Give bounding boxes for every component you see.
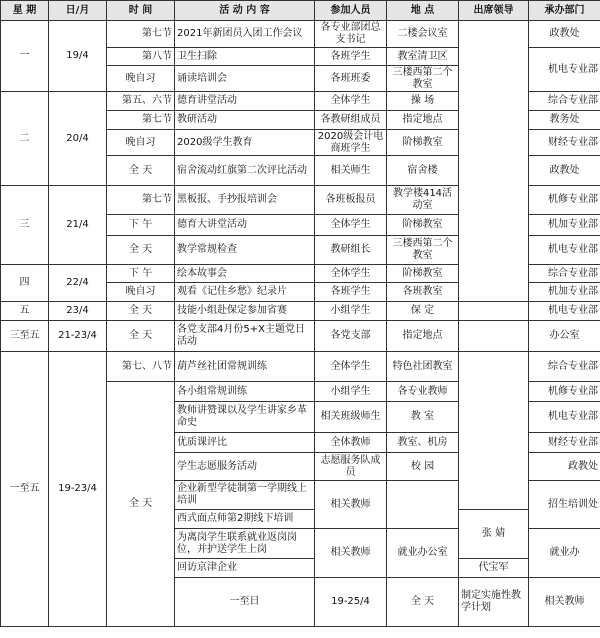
table-row xyxy=(1,352,600,382)
content-cell: 各小组常规训练 xyxy=(175,382,315,402)
location-cell: 各班教室 xyxy=(387,283,459,302)
content-cell: 德育讲堂活动 xyxy=(175,92,315,111)
content-cell: 卫生扫除 xyxy=(175,48,315,66)
day-cell: 四 xyxy=(1,265,49,302)
date-cell: 21-23/4 xyxy=(49,321,107,352)
leader-cell xyxy=(459,352,529,510)
dept-cell: 机修专业部 xyxy=(529,382,600,402)
participants-cell: 相关教师 xyxy=(315,481,387,529)
day-cell: 三 xyxy=(1,186,49,265)
time-cell: 全 天 xyxy=(387,578,459,627)
leader-cell xyxy=(459,302,529,321)
time-cell: 第五、六节 xyxy=(107,92,175,111)
day-cell: 一 xyxy=(1,21,49,92)
participants-cell: 全体教师 xyxy=(315,433,387,453)
content-cell: 2021年新团员入团工作会议 xyxy=(175,21,315,48)
location-cell: 教 室 xyxy=(387,402,459,433)
participants-cell: 2020级会计电商班学生 xyxy=(315,130,387,156)
location-cell: 宿舍楼 xyxy=(387,156,459,186)
location-cell: 教室、机房 xyxy=(387,433,459,453)
location-cell: 指定地点 xyxy=(387,321,459,352)
time-cell: 全 天 xyxy=(107,156,175,186)
location-cell: 各专业教师 xyxy=(387,382,459,402)
location-cell: 二楼会议室 xyxy=(387,21,459,48)
content-cell: 优质课评比 xyxy=(175,433,315,453)
participants-cell: 全体学生 xyxy=(315,265,387,283)
content-cell: 教研活动 xyxy=(175,111,315,130)
header-day: 星 期 xyxy=(1,1,49,21)
day-cell: 一至日 xyxy=(175,578,315,627)
dept-cell: 财经专业部 xyxy=(529,433,600,453)
time-cell: 晚自习 xyxy=(107,66,175,92)
content-cell: 葫芦丝社团常规训练 xyxy=(175,352,315,382)
dept-cell: 教务处 xyxy=(529,111,600,130)
header-leader: 出席领导 xyxy=(459,1,529,21)
header-date: 日/月 xyxy=(49,1,107,21)
table-row xyxy=(1,21,600,48)
participants-cell: 相关教师 xyxy=(315,529,387,578)
dept-cell: 机电专业部 xyxy=(529,236,600,265)
participants-cell: 全体学生 xyxy=(315,352,387,382)
content-cell: 为离岗学生联系就业返岗岗位，并护送学生上岗 xyxy=(175,529,315,559)
content-cell: 教师讲赞课以及学生讲家乡革命史 xyxy=(175,402,315,433)
header-participants: 参加人员 xyxy=(315,1,387,21)
participants-cell: 志愿服务队成员 xyxy=(315,453,387,481)
dept-cell: 机电专业部 xyxy=(529,48,600,92)
participants-cell: 相关师生 xyxy=(315,156,387,186)
header-time: 时 间 xyxy=(107,1,175,21)
content-cell: 黑板报、手抄报培训会 xyxy=(175,186,315,215)
participants-cell: 全体学生 xyxy=(315,92,387,111)
content-cell: 诵读培训会 xyxy=(175,66,315,92)
leader-cell: 张 婧 xyxy=(459,510,529,559)
dept-cell: 机修专业部 xyxy=(529,186,600,215)
date-cell: 19/4 xyxy=(49,21,107,92)
date-cell: 23/4 xyxy=(49,302,107,321)
time-cell: 第八节 xyxy=(107,48,175,66)
dept-cell: 综合专业部 xyxy=(529,265,600,283)
participants-cell: 全体学生 xyxy=(315,215,387,236)
content-cell: 2020级学生教育 xyxy=(175,130,315,156)
day-cell: 三至五 xyxy=(1,321,49,352)
participants-cell: 各班板报员 xyxy=(315,186,387,215)
content-cell: 学生志愿服务活动 xyxy=(175,453,315,481)
location-cell: 指定地点 xyxy=(387,111,459,130)
content-cell: 制定实施性教学计划 xyxy=(459,578,529,627)
leader-cell: 代宝军 xyxy=(459,559,529,578)
location-cell: 阶梯教室 xyxy=(387,215,459,236)
location-cell xyxy=(387,481,459,529)
dept-cell: 机加专业部 xyxy=(529,283,600,302)
header-content: 活 动 内 容 xyxy=(175,1,315,21)
participants-cell: 相关班级师生 xyxy=(315,402,387,433)
date-cell: 20/4 xyxy=(49,92,107,186)
participants-cell: 小组学生 xyxy=(315,382,387,402)
dept-cell: 政教处 xyxy=(529,156,600,186)
location-cell: 教室清卫区 xyxy=(387,48,459,66)
date-cell: 22/4 xyxy=(49,265,107,302)
participants-cell: 各班班委 xyxy=(315,66,387,92)
header-row xyxy=(1,1,600,21)
time-cell: 全 天 xyxy=(107,302,175,321)
time-cell: 晚自习 xyxy=(107,130,175,156)
location-cell: 特色社团教室 xyxy=(387,352,459,382)
location-cell: 三楼西第二个教室 xyxy=(387,66,459,92)
time-cell: 全 天 xyxy=(107,382,175,627)
content-cell: 各党支部4月份5+X主题党日活动 xyxy=(175,321,315,352)
content-cell: 教学常规检查 xyxy=(175,236,315,265)
leader-cell xyxy=(459,21,529,302)
content-cell: 企业新型学徒制第一学期线上培训 xyxy=(175,481,315,510)
dept-cell: 政教处 xyxy=(529,453,600,481)
participants-cell: 各党支部 xyxy=(315,321,387,352)
location-cell: 教学楼414活动室 xyxy=(387,186,459,215)
date-cell: 21/4 xyxy=(49,186,107,265)
content-cell: 德育大讲堂活动 xyxy=(175,215,315,236)
content-cell: 观看《记住乡愁》纪录片 xyxy=(175,283,315,302)
location-cell: 三楼西第二个教室 xyxy=(387,236,459,265)
time-cell: 下 午 xyxy=(107,215,175,236)
time-cell: 第七节 xyxy=(107,21,175,48)
content-cell: 回访京津企业 xyxy=(175,559,315,578)
table-row xyxy=(1,302,600,321)
day-cell: 五 xyxy=(1,302,49,321)
header-location: 地 点 xyxy=(387,1,459,21)
date-cell: 19-23/4 xyxy=(49,352,107,627)
dept-cell: 综合专业部 xyxy=(529,352,600,382)
participants-cell: 各班学生 xyxy=(315,48,387,66)
time-cell: 下 午 xyxy=(107,265,175,283)
location-cell: 就业办公室 xyxy=(387,529,459,578)
content-cell: 绘本故事会 xyxy=(175,265,315,283)
participants-cell: 各专业部团总支书记 xyxy=(315,21,387,48)
dept-cell: 机电专业部 xyxy=(529,402,600,433)
dept-cell: 政教处 xyxy=(529,21,600,48)
date-cell: 19-25/4 xyxy=(315,578,387,627)
participants-cell: 相关教师 xyxy=(529,578,600,627)
location-cell: 校 园 xyxy=(387,453,459,481)
leader-cell xyxy=(459,321,529,352)
dept-cell: 办公室 xyxy=(529,321,600,352)
location-cell: 阶梯教室 xyxy=(387,130,459,156)
time-cell: 第七节 xyxy=(107,186,175,215)
time-cell: 第七节 xyxy=(107,111,175,130)
dept-cell: 机加专业部 xyxy=(529,215,600,236)
participants-cell: 各班学生 xyxy=(315,283,387,302)
location-cell: 操 场 xyxy=(387,92,459,111)
participants-cell: 教研组长 xyxy=(315,236,387,265)
location-cell: 保 定 xyxy=(387,302,459,321)
time-cell: 全 天 xyxy=(107,236,175,265)
table-row xyxy=(1,321,600,352)
dept-cell: 招生培训处 xyxy=(529,481,600,529)
participants-cell: 各教研组成员 xyxy=(315,111,387,130)
time-cell: 晚自习 xyxy=(107,283,175,302)
time-cell: 全 天 xyxy=(107,321,175,352)
day-cell: 二 xyxy=(1,92,49,186)
participants-cell: 小组学生 xyxy=(315,302,387,321)
location-cell: 阶梯教室 xyxy=(387,265,459,283)
content-cell: 宿舍流动红旗第二次评比活动 xyxy=(175,156,315,186)
time-cell: 第七、八节 xyxy=(107,352,175,382)
content-cell: 西式面点师第2期线下培训 xyxy=(175,510,315,529)
dept-cell: 就业办 xyxy=(529,529,600,578)
dept-cell: 机电专业部 xyxy=(529,302,600,321)
dept-cell: 财经专业部 xyxy=(529,130,600,156)
dept-cell: 综合专业部 xyxy=(529,92,600,111)
content-cell: 技能小组赴保定参加省赛 xyxy=(175,302,315,321)
header-dept: 承办部门 xyxy=(529,1,600,21)
day-cell: 一至五 xyxy=(1,352,49,627)
